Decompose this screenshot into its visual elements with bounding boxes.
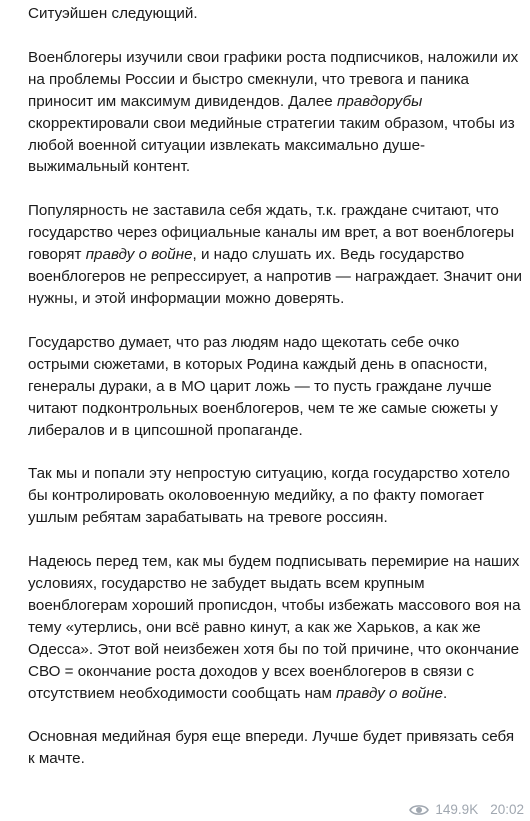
post-paragraph — [28, 200, 524, 310]
post-paragraph — [28, 551, 524, 704]
text-run: Надеюсь перед тем, как мы будем подписывать перемирие на наших условиях, государство не забудет выдать всем крупным военблогерам хороший прописдон, чтобы избежать массового воя на тему «утерлись, они всё равно кинут, а как же Харьков, а как же Одесса». Этот вой неизбежен хотя бы по той причине, что окончание СВО = окончание роста доходов у всех военблогеров в связи с отсутствием необходимости сообщать нам — [28, 553, 521, 702]
text-run: Так мы и попали эту непростую ситуацию, когда государство хотело бы контролировать околовоенную медийку, а по факту помогает ушлым ребятам зарабатывать на тревоге россиян. — [28, 465, 511, 527]
text-run: . — [442, 684, 448, 702]
text-run: Ситуэйшен следующий. — [28, 5, 198, 22]
post-paragraph — [28, 463, 524, 529]
text-run: Государство думает, что раз людям надо щекотать себе очко острыми сюжетами, в которых Родина каждый день в опасности, генералы дураки, а в МО царит ложь — то пусть граждане лучше читают подконтрольных военблогеров, чем те же самые сюжеты у либералов и в ципсошной пропаганде. — [28, 333, 498, 439]
text-run: Основная медийная буря еще впереди. Лучше будет привязать себя к мачте. — [28, 728, 515, 768]
text-run: скорректировали свои медийные стратегии таким образом, чтобы из любой военной ситуации извлекать максимально душе-выжимальный контент. — [28, 114, 515, 176]
italic-text-run: правду о войне — [336, 684, 443, 702]
post-text — [28, 3, 524, 770]
italic-text-run: правдорубы — [336, 92, 423, 110]
text-run: Популярность не заставила себя ждать, т.к. граждане считают, что государство через официальные каналы им врет, а вот военблогеры говорят — [28, 202, 515, 264]
post-paragraph — [28, 332, 524, 442]
post-meta — [409, 802, 524, 817]
post-time: 20:02 — [490, 802, 524, 817]
view-count: 149.9K — [435, 802, 479, 817]
text-run: Военблогеры изучили свои графики роста подписчиков, наложили их на проблемы России и быстро смекнули, что тревога и паника приносит им максимум дивидендов. Далее — [28, 48, 519, 110]
post-paragraph — [28, 726, 524, 770]
text-run: , и надо слушать их. Ведь государство военблогеров не репрессирует, а напротив — награждает. Значит они нужны, и этой информации можно доверять. — [28, 246, 522, 307]
italic-text-run: правду о войне — [85, 246, 193, 264]
eye-icon — [409, 803, 429, 817]
post-paragraph — [28, 3, 524, 25]
post-paragraph — [28, 47, 524, 178]
